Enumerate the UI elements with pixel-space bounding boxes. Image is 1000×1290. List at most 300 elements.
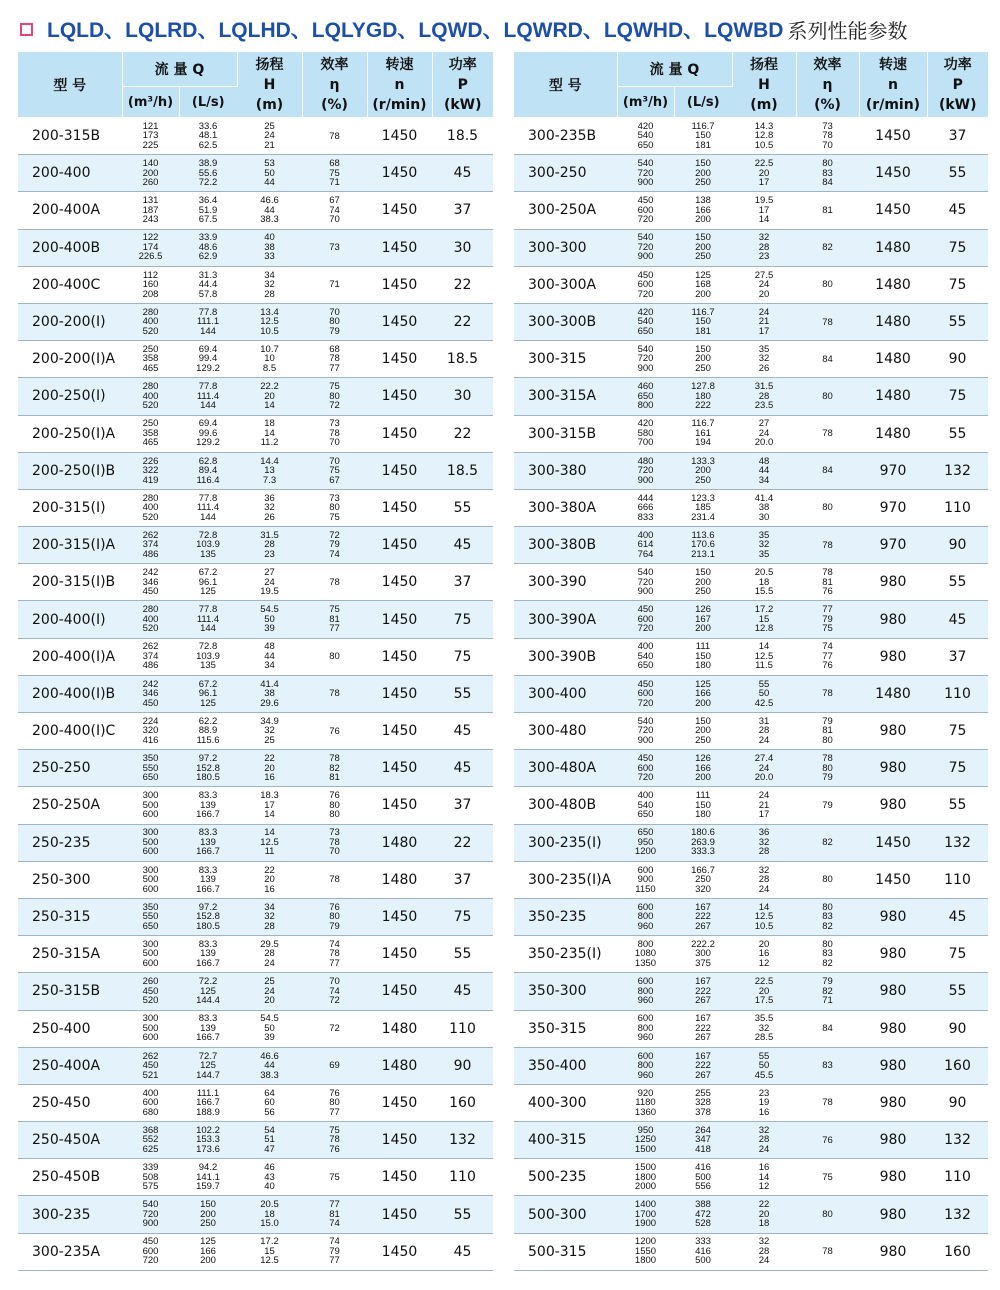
power-cell: 55 (432, 1196, 493, 1233)
head-cell-value: 28.5 (754, 1032, 774, 1044)
flow-ls-cell-value: 97.2 (198, 901, 218, 913)
speed-cell: 980 (859, 1010, 927, 1047)
flow-m3h-cell-value: 224 (142, 715, 159, 727)
flow-ls-cell-value: 200 (695, 623, 711, 635)
flow-m3h-cell (617, 527, 674, 564)
flow-m3h-cell-value: 400 (637, 529, 654, 541)
head-cell-value: 27.5 (754, 269, 774, 281)
head-cell-value: 24 (758, 1143, 770, 1155)
flow-ls-cell-value: 36.4 (198, 195, 218, 207)
header-efficiency (796, 52, 859, 118)
flow-ls-cell-value: 181 (695, 139, 711, 151)
head-cell-value: 46.6 (260, 195, 279, 207)
flow-ls-cell-value: 556 (695, 1181, 711, 1193)
flow-ls-cell-value: 83.3 (198, 827, 218, 839)
head-cell (732, 1047, 796, 1084)
flow-ls-cell-value: 138 (695, 195, 711, 207)
flow-m3h-cell (122, 564, 179, 601)
efficiency-cell (796, 750, 859, 787)
table-row (514, 1122, 988, 1159)
flow-m3h-cell-value: 450 (142, 1236, 159, 1248)
head-cell-value: 20.0 (754, 437, 774, 449)
efficiency-cell-value: 84 (822, 353, 833, 365)
flow-ls-cell-value: 180.6 (691, 827, 715, 839)
flow-ls-cell-value: 166.7 (196, 1032, 220, 1044)
head-cell-value: 36 (758, 827, 770, 839)
efficiency-cell-value: 69 (329, 1060, 340, 1072)
header-head-line: (m) (750, 96, 778, 113)
flow-ls-cell-value: 111.1 (196, 316, 220, 328)
table-row (514, 638, 988, 675)
table-row (18, 452, 493, 489)
title-bar (20, 14, 907, 44)
power-cell: 75 (927, 266, 988, 303)
flow-m3h-cell-value: 450 (637, 753, 654, 765)
head-cell (237, 266, 302, 303)
flow-ls-cell-value: 250 (695, 177, 711, 189)
flow-m3h-cell (122, 1233, 179, 1270)
flow-ls-cell-value: 103.9 (196, 650, 220, 662)
efficiency-cell-value: 78 (329, 836, 340, 848)
table-row (514, 489, 988, 526)
flow-m3h-cell-value: 720 (142, 1208, 159, 1220)
header-speed-line: n (888, 76, 898, 93)
table-row (18, 415, 493, 452)
flow-ls-cell-value: 96.1 (198, 576, 218, 588)
flow-m3h-cell-value: 508 (142, 1171, 159, 1183)
head-cell (237, 898, 302, 935)
head-cell (732, 824, 796, 861)
model-cell: 200-400(I)A (18, 638, 122, 675)
flow-ls-cell-value: 166.7 (196, 883, 220, 895)
table-row (18, 527, 493, 564)
model-cell: 300-235A (18, 1233, 122, 1270)
flow-ls-cell (179, 638, 237, 675)
table-row (18, 489, 493, 526)
model-cell: 200-400A (18, 192, 122, 229)
table-row (514, 1233, 988, 1270)
header-head-line: H (263, 76, 276, 93)
flow-ls-cell-value: 416 (695, 1245, 711, 1257)
speed-cell: 1480 (367, 861, 432, 898)
head-cell-value: 50 (264, 613, 275, 625)
flow-m3h-cell-value: 600 (637, 613, 654, 625)
efficiency-cell-value: 78 (822, 539, 833, 551)
flow-ls-cell-value: 139 (200, 799, 216, 811)
flow-m3h-cell-value: 720 (142, 1255, 159, 1267)
head-cell-value: 14.3 (754, 120, 774, 132)
power-cell: 110 (927, 675, 988, 712)
power-cell: 37 (432, 564, 493, 601)
flow-m3h-cell-value: 552 (142, 1134, 159, 1146)
flow-m3h-cell-value: 900 (637, 586, 654, 598)
flow-ls-cell-value: 250 (695, 251, 711, 263)
flow-ls-cell-value: 62.2 (198, 715, 218, 727)
head-cell-value: 18 (264, 1208, 275, 1220)
power-cell: 75 (927, 229, 988, 266)
header-power-line: P (457, 76, 468, 93)
flow-m3h-cell-value: 460 (637, 381, 654, 393)
flow-m3h-cell-value: 600 (637, 688, 654, 700)
head-cell-value: 24 (264, 985, 275, 997)
flow-m3h-cell-value: 400 (142, 316, 159, 328)
flow-m3h-cell (122, 713, 179, 750)
flow-ls-cell (674, 750, 732, 787)
head-cell-value: 21 (758, 316, 770, 328)
flow-ls-cell-value: 267 (695, 995, 711, 1007)
flow-ls-cell-value: 48.6 (198, 241, 218, 253)
speed-cell: 1450 (367, 1233, 432, 1270)
power-cell: 45 (432, 750, 493, 787)
head-cell (237, 824, 302, 861)
efficiency-cell-value: 78 (329, 753, 340, 765)
head-cell-value: 20.5 (260, 1199, 279, 1211)
flow-m3h-cell-value: 720 (637, 353, 654, 365)
power-cell: 132 (927, 1196, 988, 1233)
flow-ls-cell (674, 713, 732, 750)
flow-ls-cell-value: 166 (200, 1245, 216, 1257)
flow-ls-cell-value: 418 (695, 1143, 711, 1155)
flow-m3h-cell-value: 174 (142, 241, 159, 253)
flow-m3h-cell-value: 500 (142, 799, 159, 811)
flow-m3h-cell-value: 666 (637, 502, 654, 514)
head-cell-value: 64 (264, 1087, 275, 1099)
head-cell (237, 452, 302, 489)
flow-ls-cell-value: 99.6 (198, 427, 218, 439)
speed-cell: 980 (859, 601, 927, 638)
head-cell-value: 11 (264, 846, 275, 858)
efficiency-cell-value: 74 (329, 548, 340, 560)
head-cell (732, 452, 796, 489)
head-cell-value: 22.5 (754, 158, 774, 170)
efficiency-cell (302, 155, 367, 192)
flow-ls-cell (674, 527, 732, 564)
flow-m3h-cell-value: 520 (142, 325, 159, 337)
flow-m3h-cell-value: 500 (142, 874, 159, 886)
efficiency-cell-value: 81 (329, 613, 340, 625)
efficiency-cell-value: 78 (329, 353, 340, 365)
efficiency-cell-value: 84 (822, 177, 833, 189)
head-cell (732, 861, 796, 898)
flow-m3h-cell-value: 650 (637, 139, 654, 151)
efficiency-cell-value: 81 (329, 772, 340, 784)
flow-ls-cell (674, 601, 732, 638)
head-cell-value: 10.5 (260, 325, 279, 337)
efficiency-cell-value: 70 (329, 214, 340, 226)
head-cell-value: 33 (264, 251, 275, 263)
flow-ls-cell (674, 452, 732, 489)
flow-ls-cell-value: 133.3 (691, 455, 715, 467)
power-cell: 45 (927, 192, 988, 229)
flow-m3h-cell-value: 650 (142, 772, 159, 784)
flow-m3h-cell-value: 600 (142, 846, 159, 858)
header-power-line: 功率 (448, 56, 477, 73)
flow-m3h-cell-value: 173 (142, 130, 159, 142)
head-cell-value: 24 (758, 734, 770, 746)
head-cell (237, 415, 302, 452)
head-cell (237, 713, 302, 750)
efficiency-cell-value: 80 (329, 911, 340, 923)
flow-ls-cell-value: 167 (695, 1050, 711, 1062)
flow-ls-cell (179, 750, 237, 787)
flow-ls-cell-value: 267 (695, 1032, 711, 1044)
series-title: LQLD、LQLRD、LQLHD、LQLYGD、LQWD、LQWRD、LQWHD、LQWBD (47, 19, 784, 42)
flow-ls-cell-value: 267 (695, 1069, 711, 1081)
head-cell-value: 13.4 (260, 306, 279, 318)
power-cell: 55 (927, 303, 988, 340)
header-power-line: (kW) (938, 96, 977, 113)
head-cell-value: 46.6 (260, 1050, 279, 1062)
head-cell-value: 39 (264, 623, 275, 635)
head-cell-value: 17.2 (260, 1236, 279, 1248)
flow-m3h-cell-value: 300 (142, 1013, 159, 1025)
model-cell: 300-235(I)A (514, 861, 617, 898)
efficiency-cell-value: 70 (822, 139, 833, 151)
power-cell: 18.5 (432, 452, 493, 489)
flow-m3h-cell-value: 950 (637, 836, 654, 848)
flow-m3h-cell (122, 1010, 179, 1047)
speed-cell: 1480 (367, 1047, 432, 1084)
flow-ls-cell-value: 116.7 (691, 120, 715, 132)
flow-ls-cell-value: 141.1 (196, 1171, 220, 1183)
flow-ls-cell-value: 167 (695, 901, 711, 913)
header-efficiency-line: 效率 (320, 56, 349, 73)
flow-ls-cell (674, 824, 732, 861)
table-row (18, 1159, 493, 1196)
table-row (18, 601, 493, 638)
flow-ls-cell-value: 161 (695, 427, 711, 439)
flow-m3h-cell-value: 260 (142, 177, 159, 189)
flow-ls-cell-value: 185 (695, 502, 711, 514)
efficiency-cell (796, 824, 859, 861)
flow-m3h-cell-value: 700 (637, 437, 654, 449)
flow-m3h-cell (617, 341, 674, 378)
flow-m3h-cell-value: 720 (637, 288, 654, 300)
head-cell-value: 44 (758, 465, 770, 477)
efficiency-cell-value: 67 (329, 195, 340, 207)
flow-m3h-cell-value: 600 (637, 279, 654, 291)
header-model: 型 号 (514, 52, 617, 118)
head-cell-value: 24 (758, 1255, 770, 1267)
model-cell: 300-250 (514, 155, 617, 192)
table-row (514, 341, 988, 378)
flow-ls-cell-value: 67.2 (198, 678, 218, 690)
header-efficiency-line: η (822, 76, 833, 93)
head-cell-value: 11.5 (755, 660, 773, 672)
head-cell (237, 378, 302, 415)
head-cell-value: 34 (758, 474, 770, 486)
head-cell-value: 26 (758, 362, 770, 374)
flow-ls-cell-value: 111.1 (196, 1087, 220, 1099)
efficiency-cell-value: 84 (822, 1023, 833, 1035)
model-cell: 200-200(I) (18, 303, 122, 340)
flow-ls-cell-value: 57.8 (198, 288, 218, 300)
speed-cell: 980 (859, 638, 927, 675)
efficiency-cell-value: 70 (329, 455, 340, 467)
model-cell: 350-235(I) (514, 936, 617, 973)
flow-m3h-cell-value: 550 (142, 762, 159, 774)
flow-ls-cell-value: 89.4 (198, 465, 218, 477)
table-row (18, 1122, 493, 1159)
flow-ls-cell-value: 113.6 (691, 529, 715, 541)
power-cell: 55 (432, 936, 493, 973)
speed-cell: 1450 (367, 452, 432, 489)
efficiency-cell-value: 78 (329, 130, 340, 142)
head-cell-value: 40 (264, 1181, 275, 1193)
flow-m3h-cell-value: 208 (142, 288, 159, 300)
flow-ls-cell-value: 194 (695, 437, 711, 449)
flow-m3h-cell-value: 521 (142, 1069, 159, 1081)
flow-m3h-cell-value: 420 (637, 418, 654, 430)
model-cell: 200-315B (18, 118, 122, 155)
flow-m3h-cell-value: 950 (637, 1124, 654, 1136)
flow-m3h-cell-value: 400 (142, 1087, 159, 1099)
flow-m3h-cell (122, 861, 179, 898)
head-cell (237, 750, 302, 787)
flow-m3h-cell (122, 378, 179, 415)
flow-m3h-cell-value: 358 (142, 353, 159, 365)
head-cell (732, 1122, 796, 1159)
flow-m3h-cell-value: 540 (142, 1199, 159, 1211)
table-row (18, 898, 493, 935)
speed-cell: 1480 (859, 415, 927, 452)
flow-ls-cell (674, 1159, 732, 1196)
efficiency-cell (796, 452, 859, 489)
flow-ls-cell-value: 111.4 (196, 502, 220, 514)
flow-m3h-cell (122, 341, 179, 378)
table-row (514, 601, 988, 638)
header-speed-line: 转速 (385, 56, 414, 73)
model-cell: 300-380A (514, 489, 617, 526)
speed-cell: 980 (859, 1122, 927, 1159)
head-cell-value: 31 (758, 715, 770, 727)
flow-ls-cell (179, 1047, 237, 1084)
speed-cell: 980 (859, 1196, 927, 1233)
flow-m3h-cell (122, 750, 179, 787)
table-row (18, 638, 493, 675)
speed-cell: 1480 (859, 303, 927, 340)
power-cell: 37 (927, 118, 988, 155)
efficiency-cell (796, 303, 859, 340)
speed-cell: 1450 (367, 118, 432, 155)
efficiency-cell-value: 82 (822, 242, 833, 254)
checkbox-square-icon (20, 23, 33, 36)
model-cell: 350-400 (514, 1047, 617, 1084)
efficiency-cell-value: 73 (329, 242, 340, 254)
flow-m3h-cell-value: 800 (637, 985, 654, 997)
head-cell-value: 35 (758, 548, 770, 560)
speed-cell: 1450 (367, 675, 432, 712)
flow-m3h-cell (122, 1159, 179, 1196)
model-cell: 300-315A (514, 378, 617, 415)
speed-cell: 980 (859, 1047, 927, 1084)
flow-m3h-cell-value: 720 (637, 241, 654, 253)
flow-m3h-cell-value: 550 (142, 911, 159, 923)
flow-ls-cell-value: 150 (695, 343, 711, 355)
power-cell: 90 (927, 1010, 988, 1047)
head-cell (732, 750, 796, 787)
power-cell: 22 (432, 415, 493, 452)
header-head-line: 扬程 (255, 56, 284, 73)
speed-cell: 1450 (367, 973, 432, 1010)
flow-m3h-cell-value: 300 (142, 864, 159, 876)
flow-ls-cell (674, 378, 732, 415)
flow-m3h-cell-value: 280 (142, 306, 159, 318)
head-cell-value: 15 (758, 613, 770, 625)
flow-m3h-cell-value: 600 (142, 1097, 159, 1109)
efficiency-cell-value: 72 (329, 400, 340, 412)
efficiency-cell (302, 341, 367, 378)
series-title-suffix: 系列性能参数 (787, 18, 908, 43)
speed-cell: 980 (859, 564, 927, 601)
flow-ls-cell (674, 787, 732, 824)
flow-ls-cell (179, 452, 237, 489)
flow-ls-cell (179, 824, 237, 861)
flow-ls-cell-value: 150 (695, 567, 711, 579)
flow-ls-cell (179, 489, 237, 526)
efficiency-cell-value: 78 (822, 753, 833, 765)
flow-ls-cell (674, 675, 732, 712)
header-power (927, 52, 988, 118)
table-row (18, 341, 493, 378)
power-cell: 45 (432, 1233, 493, 1270)
power-cell: 132 (927, 452, 988, 489)
flow-ls-cell-value: 200 (695, 465, 711, 477)
efficiency-cell-value: 71 (329, 177, 340, 189)
flow-ls-cell-value: 166 (695, 688, 711, 700)
power-cell: 110 (432, 1010, 493, 1047)
flow-ls-cell-value: 33.6 (198, 120, 218, 132)
efficiency-cell (302, 824, 367, 861)
flow-m3h-cell (122, 1047, 179, 1084)
flow-ls-cell-value: 150 (695, 799, 711, 811)
head-cell (732, 1159, 796, 1196)
flow-ls-cell-value: 500 (695, 1171, 711, 1183)
head-cell (732, 303, 796, 340)
efficiency-cell (302, 973, 367, 1010)
flow-m3h-cell (617, 489, 674, 526)
flow-m3h-cell-value: 720 (637, 697, 654, 709)
head-cell-value: 25 (264, 120, 275, 132)
head-cell-value: 32 (264, 502, 275, 514)
flow-ls-cell-value: 375 (695, 957, 711, 969)
flow-ls-cell-value: 94.2 (198, 1162, 218, 1174)
speed-cell: 1450 (367, 601, 432, 638)
flow-ls-cell-value: 103.9 (196, 539, 220, 551)
flow-ls-cell-value: 83.3 (198, 938, 218, 950)
head-cell-value: 28 (264, 948, 275, 960)
flow-ls-cell (674, 1010, 732, 1047)
flow-m3h-cell-value: 680 (142, 1106, 159, 1118)
table-row (18, 229, 493, 266)
efficiency-cell-value: 68 (329, 158, 340, 170)
flow-ls-cell-value: 116.7 (691, 418, 715, 430)
flow-ls-cell-value: 83.3 (198, 864, 218, 876)
flow-m3h-cell-value: 200 (142, 167, 159, 179)
flow-ls-cell-value: 153.3 (196, 1134, 220, 1146)
head-cell (237, 675, 302, 712)
efficiency-cell-value: 76 (329, 901, 340, 913)
flow-m3h-cell-value: 226.5 (138, 251, 163, 263)
head-cell-value: 14 (758, 901, 770, 913)
model-cell: 250-450 (18, 1084, 122, 1121)
efficiency-cell-value: 78 (822, 1246, 833, 1258)
flow-ls-cell-value: 222.2 (691, 938, 715, 950)
head-cell-value: 17.5 (754, 995, 774, 1007)
flow-ls-cell-value: 250 (695, 586, 711, 598)
flow-m3h-cell (617, 638, 674, 675)
flow-ls-cell-value: 48.1 (198, 130, 218, 142)
